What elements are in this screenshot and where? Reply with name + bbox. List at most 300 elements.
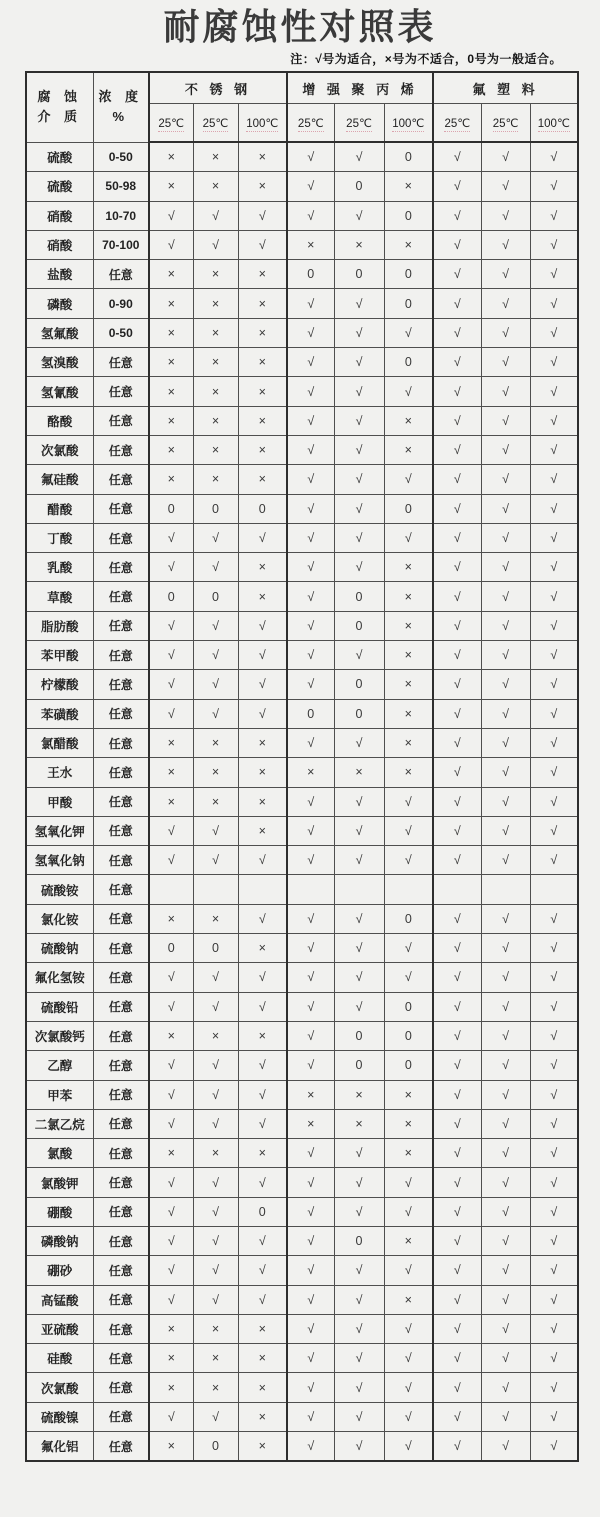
concentration-cell: 50-98: [93, 172, 149, 201]
value-cell: √: [481, 641, 530, 670]
value-cell: √: [481, 904, 530, 933]
value-cell: √: [334, 377, 384, 406]
table-row: [26, 846, 578, 875]
table-header: [26, 72, 578, 142]
value-cell: ×: [238, 1402, 287, 1431]
value-cell: 0: [149, 494, 193, 523]
value-cell: √: [530, 934, 578, 963]
temp-header-cell: [193, 104, 238, 143]
medium-cell: 苯磺酸: [26, 699, 93, 728]
value-cell: √: [530, 1402, 578, 1431]
concentration-cell: 任意: [93, 406, 149, 435]
value-cell: √: [433, 1402, 481, 1431]
value-cell: √: [193, 1285, 238, 1314]
value-cell: √: [334, 1402, 384, 1431]
value-cell: √: [238, 1168, 287, 1197]
value-cell: ×: [149, 172, 193, 201]
value-cell: √: [287, 406, 334, 435]
concentration-cell: 任意: [93, 992, 149, 1021]
value-cell: √: [433, 1139, 481, 1168]
value-cell: √: [193, 1168, 238, 1197]
value-cell: 0: [193, 1432, 238, 1462]
value-cell: √: [433, 172, 481, 201]
value-cell: √: [481, 1139, 530, 1168]
medium-cell: 氯酸钾: [26, 1168, 93, 1197]
value-cell: √: [530, 728, 578, 757]
table-header-row-groups: [26, 72, 578, 104]
value-cell: √: [238, 963, 287, 992]
concentration-cell: 0-50: [93, 142, 149, 172]
value-cell: √: [481, 377, 530, 406]
value-cell: √: [481, 1402, 530, 1431]
medium-cell: 氢氧化钠: [26, 846, 93, 875]
value-cell: √: [287, 1021, 334, 1050]
value-cell: 0: [287, 260, 334, 289]
concentration-cell: 任意: [93, 1373, 149, 1402]
value-cell: √: [530, 758, 578, 787]
value-cell: √: [334, 1314, 384, 1343]
temp-header-cell: [481, 104, 530, 143]
value-cell: √: [530, 1285, 578, 1314]
value-cell: √: [433, 553, 481, 582]
value-cell: √: [481, 230, 530, 259]
value-cell: √: [384, 465, 433, 494]
value-cell: [530, 875, 578, 904]
value-cell: √: [384, 377, 433, 406]
value-cell: ×: [193, 142, 238, 172]
value-cell: 0: [334, 1226, 384, 1255]
value-cell: √: [530, 1344, 578, 1373]
value-cell: √: [481, 465, 530, 494]
value-cell: ×: [238, 1373, 287, 1402]
table-row: [26, 318, 578, 347]
concentration-header-cell: [93, 72, 149, 142]
value-cell: √: [287, 201, 334, 230]
value-cell: √: [334, 1168, 384, 1197]
value-cell: 0: [384, 1051, 433, 1080]
value-cell: √: [287, 172, 334, 201]
value-cell: ×: [238, 582, 287, 611]
medium-cell: 硼酸: [26, 1197, 93, 1226]
value-cell: √: [530, 201, 578, 230]
temp-label: 25℃: [297, 117, 324, 130]
value-cell: √: [433, 1285, 481, 1314]
value-cell: 0: [384, 142, 433, 172]
value-cell: √: [481, 1432, 530, 1462]
concentration-cell: 任意: [93, 934, 149, 963]
value-cell: √: [481, 142, 530, 172]
medium-cell: 亚硫酸: [26, 1314, 93, 1343]
value-cell: √: [287, 1197, 334, 1226]
value-cell: √: [149, 670, 193, 699]
group-header-cell: 氟 塑 料: [433, 72, 578, 104]
medium-cell: 柠檬酸: [26, 670, 93, 699]
value-cell: ×: [384, 553, 433, 582]
value-cell: √: [481, 406, 530, 435]
table-row: [26, 201, 578, 230]
temp-label: 100℃: [246, 117, 279, 130]
table-row: [26, 289, 578, 318]
value-cell: √: [530, 1314, 578, 1343]
value-cell: ×: [238, 260, 287, 289]
value-cell: √: [481, 348, 530, 377]
value-cell: √: [149, 1226, 193, 1255]
value-cell: √: [238, 1226, 287, 1255]
value-cell: 0: [384, 992, 433, 1021]
value-cell: 0: [384, 289, 433, 318]
concentration-cell: 任意: [93, 1432, 149, 1462]
value-cell: 0: [334, 172, 384, 201]
table-row: [26, 142, 578, 172]
value-cell: √: [287, 348, 334, 377]
table-row: [26, 1285, 578, 1314]
value-cell: 0: [384, 348, 433, 377]
value-cell: ×: [238, 142, 287, 172]
value-cell: √: [287, 553, 334, 582]
value-cell: √: [530, 1021, 578, 1050]
value-cell: 0: [384, 1021, 433, 1050]
table-row: [26, 1051, 578, 1080]
value-cell: ×: [238, 318, 287, 347]
value-cell: ×: [193, 787, 238, 816]
value-cell: √: [481, 1021, 530, 1050]
concentration-cell: 任意: [93, 816, 149, 845]
value-cell: ×: [384, 1080, 433, 1109]
value-cell: ×: [238, 1021, 287, 1050]
value-cell: √: [334, 728, 384, 757]
concentration-cell: 任意: [93, 670, 149, 699]
concentration-cell: 任意: [93, 963, 149, 992]
temp-header-cell: [287, 104, 334, 143]
value-cell: √: [287, 846, 334, 875]
value-cell: √: [481, 435, 530, 464]
temp-label: 100℃: [537, 117, 570, 130]
value-cell: √: [481, 172, 530, 201]
value-cell: √: [433, 260, 481, 289]
value-cell: √: [334, 816, 384, 845]
value-cell: √: [334, 494, 384, 523]
value-cell: √: [481, 670, 530, 699]
value-cell: ×: [193, 728, 238, 757]
value-cell: ×: [238, 465, 287, 494]
table-row: [26, 992, 578, 1021]
value-cell: 0: [334, 670, 384, 699]
value-cell: [334, 875, 384, 904]
group-header-cell: 不 锈 钢: [149, 72, 287, 104]
value-cell: √: [481, 582, 530, 611]
table-row: [26, 904, 578, 933]
value-cell: √: [238, 1109, 287, 1138]
value-cell: √: [384, 846, 433, 875]
concentration-cell: 任意: [93, 758, 149, 787]
value-cell: ×: [238, 728, 287, 757]
temp-header-cell: [384, 104, 433, 143]
value-cell: ×: [238, 406, 287, 435]
value-cell: √: [481, 318, 530, 347]
value-cell: √: [287, 494, 334, 523]
table-row: [26, 641, 578, 670]
value-cell: √: [149, 201, 193, 230]
value-cell: √: [530, 1226, 578, 1255]
value-cell: √: [530, 992, 578, 1021]
medium-cell: 氟化铝: [26, 1432, 93, 1462]
table-row: [26, 435, 578, 464]
value-cell: √: [481, 963, 530, 992]
temp-label: 25℃: [444, 117, 471, 130]
value-cell: √: [334, 406, 384, 435]
value-cell: ×: [384, 582, 433, 611]
value-cell: ×: [149, 1344, 193, 1373]
value-cell: √: [384, 1256, 433, 1285]
value-cell: √: [287, 289, 334, 318]
value-cell: ×: [149, 260, 193, 289]
value-cell: √: [287, 1168, 334, 1197]
medium-cell: 氢氟酸: [26, 318, 93, 347]
value-cell: √: [334, 465, 384, 494]
value-cell: √: [433, 1256, 481, 1285]
value-cell: [481, 875, 530, 904]
value-cell: √: [287, 1051, 334, 1080]
value-cell: √: [287, 523, 334, 552]
value-cell: √: [287, 1226, 334, 1255]
value-cell: √: [530, 699, 578, 728]
medium-cell: 高锰酸: [26, 1285, 93, 1314]
value-cell: ×: [149, 406, 193, 435]
legend-note: 注：√号为适合，×号为不适合，0号为一般适合。: [290, 52, 562, 66]
value-cell: √: [149, 641, 193, 670]
value-cell: √: [433, 992, 481, 1021]
value-cell: √: [149, 1285, 193, 1314]
value-cell: 0: [334, 699, 384, 728]
medium-cell: 硫酸铵: [26, 875, 93, 904]
table-row: [26, 1256, 578, 1285]
concentration-cell: 任意: [93, 875, 149, 904]
value-cell: ×: [193, 348, 238, 377]
value-cell: √: [149, 1168, 193, 1197]
value-cell: √: [334, 1285, 384, 1314]
value-cell: √: [384, 1344, 433, 1373]
value-cell: ×: [334, 1109, 384, 1138]
value-cell: ×: [384, 172, 433, 201]
value-cell: √: [238, 846, 287, 875]
value-cell: √: [334, 318, 384, 347]
value-cell: √: [334, 348, 384, 377]
concentration-cell: 任意: [93, 611, 149, 640]
value-cell: √: [287, 465, 334, 494]
value-cell: √: [384, 1373, 433, 1402]
medium-cell: 硼砂: [26, 1256, 93, 1285]
table-row: [26, 1314, 578, 1343]
concentration-cell: 任意: [93, 1080, 149, 1109]
value-cell: √: [334, 992, 384, 1021]
medium-cell: 次氯酸: [26, 435, 93, 464]
value-cell: √: [433, 142, 481, 172]
value-cell: √: [433, 904, 481, 933]
table-row: [26, 1197, 578, 1226]
value-cell: √: [530, 1373, 578, 1402]
value-cell: ×: [149, 758, 193, 787]
value-cell: √: [193, 1226, 238, 1255]
value-cell: √: [433, 406, 481, 435]
concentration-cell: 0-90: [93, 289, 149, 318]
medium-cell: 次氯酸钙: [26, 1021, 93, 1050]
concentration-cell: 70-100: [93, 230, 149, 259]
value-cell: √: [193, 1402, 238, 1431]
temp-header-cell: [238, 104, 287, 143]
value-cell: √: [530, 142, 578, 172]
medium-cell: 硫酸: [26, 172, 93, 201]
value-cell: √: [334, 963, 384, 992]
value-cell: √: [481, 787, 530, 816]
value-cell: √: [530, 523, 578, 552]
value-cell: √: [433, 1344, 481, 1373]
value-cell: ×: [287, 1080, 334, 1109]
value-cell: √: [481, 523, 530, 552]
value-cell: √: [238, 670, 287, 699]
temp-label: 25℃: [202, 117, 229, 130]
value-cell: √: [334, 1139, 384, 1168]
value-cell: √: [193, 846, 238, 875]
table-body: [26, 142, 578, 1461]
value-cell: √: [193, 523, 238, 552]
value-cell: ×: [193, 172, 238, 201]
concentration-cell: 任意: [93, 1314, 149, 1343]
medium-cell: 硝酸: [26, 201, 93, 230]
value-cell: √: [481, 1109, 530, 1138]
medium-cell: 二氯乙烷: [26, 1109, 93, 1138]
value-cell: √: [530, 1256, 578, 1285]
value-cell: ×: [384, 699, 433, 728]
value-cell: √: [433, 699, 481, 728]
value-cell: √: [193, 230, 238, 259]
value-cell: 0: [334, 1021, 384, 1050]
value-cell: ×: [384, 406, 433, 435]
value-cell: √: [433, 1314, 481, 1343]
value-cell: √: [149, 523, 193, 552]
corner-header-cell: [26, 72, 93, 142]
value-cell: 0: [238, 1197, 287, 1226]
value-cell: 0: [384, 904, 433, 933]
value-cell: √: [287, 611, 334, 640]
value-cell: √: [287, 1344, 334, 1373]
value-cell: √: [149, 699, 193, 728]
value-cell: √: [433, 611, 481, 640]
value-cell: √: [433, 1432, 481, 1462]
concentration-cell: 任意: [93, 1197, 149, 1226]
table-row: [26, 934, 578, 963]
value-cell: √: [530, 465, 578, 494]
medium-cell: 次氯酸: [26, 1373, 93, 1402]
concentration-cell: 任意: [93, 1226, 149, 1255]
medium-cell: 甲苯: [26, 1080, 93, 1109]
value-cell: √: [530, 230, 578, 259]
value-cell: √: [433, 582, 481, 611]
table-row: [26, 1402, 578, 1431]
value-cell: √: [481, 1051, 530, 1080]
value-cell: √: [238, 641, 287, 670]
value-cell: √: [384, 1402, 433, 1431]
value-cell: √: [287, 641, 334, 670]
value-cell: √: [530, 1197, 578, 1226]
group-header-cell: 增 强 聚 丙 烯: [287, 72, 433, 104]
value-cell: ×: [193, 465, 238, 494]
value-cell: √: [433, 230, 481, 259]
table-row: [26, 1432, 578, 1462]
value-cell: √: [334, 934, 384, 963]
value-cell: √: [530, 611, 578, 640]
temp-label: 100℃: [392, 117, 425, 130]
concentration-cell: 任意: [93, 435, 149, 464]
medium-cell: 王水: [26, 758, 93, 787]
medium-cell: 乙醇: [26, 1051, 93, 1080]
value-cell: √: [481, 699, 530, 728]
value-cell: √: [384, 934, 433, 963]
table-row: [26, 260, 578, 289]
value-cell: 0: [193, 582, 238, 611]
table-row: [26, 1021, 578, 1050]
table-row: [26, 758, 578, 787]
value-cell: ×: [238, 1432, 287, 1462]
value-cell: √: [149, 816, 193, 845]
concentration-cell: 任意: [93, 846, 149, 875]
value-cell: √: [481, 289, 530, 318]
value-cell: √: [530, 494, 578, 523]
table-row: [26, 1139, 578, 1168]
value-cell: √: [193, 641, 238, 670]
value-cell: √: [287, 318, 334, 347]
value-cell: √: [530, 172, 578, 201]
value-cell: ×: [238, 787, 287, 816]
value-cell: √: [433, 1197, 481, 1226]
concentration-cell: 任意: [93, 1021, 149, 1050]
value-cell: √: [287, 142, 334, 172]
value-cell: √: [433, 201, 481, 230]
concentration-cell: 任意: [93, 787, 149, 816]
value-cell: √: [433, 1109, 481, 1138]
value-cell: √: [193, 1051, 238, 1080]
value-cell: √: [433, 728, 481, 757]
value-cell: √: [481, 816, 530, 845]
value-cell: [193, 875, 238, 904]
value-cell: √: [149, 992, 193, 1021]
concentration-cell: 10-70: [93, 201, 149, 230]
concentration-cell: 任意: [93, 1051, 149, 1080]
value-cell: 0: [193, 934, 238, 963]
value-cell: √: [530, 553, 578, 582]
value-cell: √: [287, 816, 334, 845]
value-cell: √: [149, 1080, 193, 1109]
corrosion-table: [25, 71, 579, 1462]
temp-label: 25℃: [158, 117, 185, 130]
value-cell: ×: [384, 670, 433, 699]
value-cell: √: [530, 904, 578, 933]
value-cell: ×: [149, 1373, 193, 1402]
value-cell: √: [334, 553, 384, 582]
medium-cell: 氢溴酸: [26, 348, 93, 377]
value-cell: √: [530, 1432, 578, 1462]
medium-cell: 硫酸钠: [26, 934, 93, 963]
value-cell: 0: [384, 494, 433, 523]
value-cell: √: [481, 1373, 530, 1402]
value-cell: √: [530, 348, 578, 377]
value-cell: ×: [193, 904, 238, 933]
table-row: [26, 670, 578, 699]
value-cell: ×: [238, 816, 287, 845]
value-cell: √: [433, 934, 481, 963]
value-cell: ×: [384, 435, 433, 464]
value-cell: ×: [149, 142, 193, 172]
value-cell: 0: [334, 611, 384, 640]
